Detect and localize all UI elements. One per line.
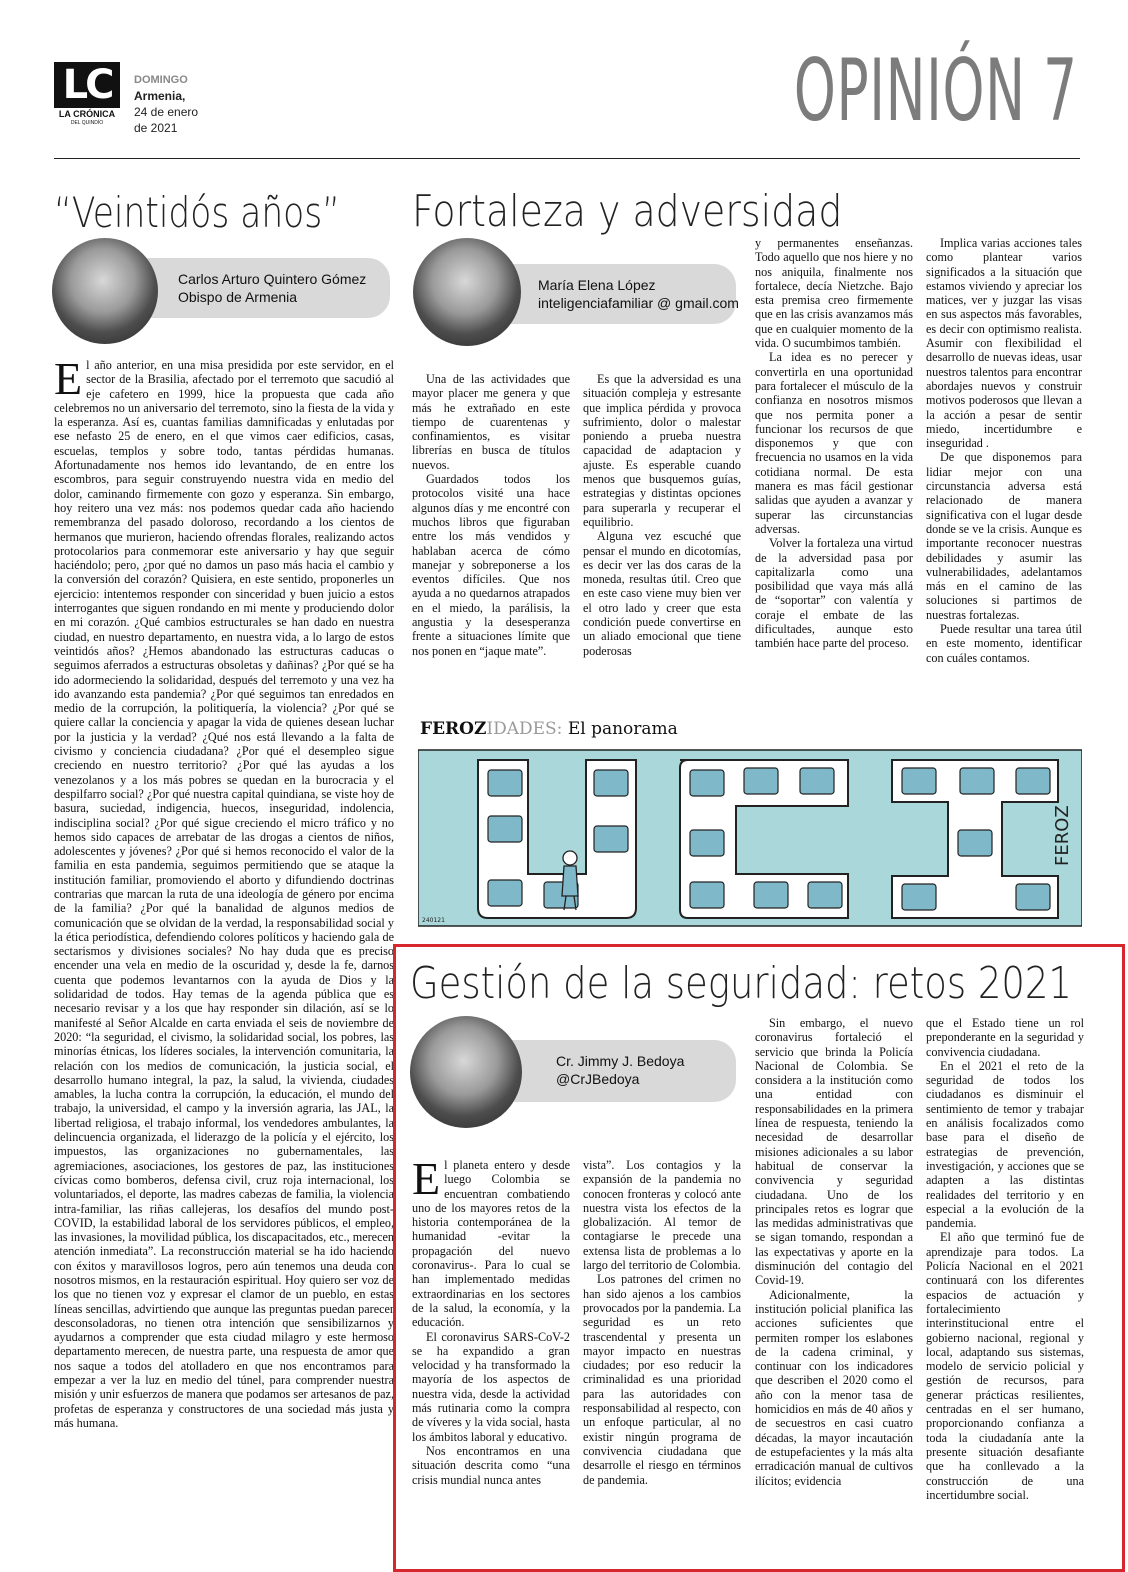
cartoon-signature: FEROZ xyxy=(1052,805,1073,866)
article2-col2-p1: Es que la adversidad es una situación compleja y estresante que implica pérdida y provoca sufrimiento, dolor o malestar poniendo a prueba nuestra capacidad de adaptacion y ajuste. Es esperable cuando menos que busquemos guías, estrategias y distintas opciones para superarla y recuperar el equilibrio. xyxy=(583,372,741,529)
article1-body-text: l año anterior, en una misa presidida por este servidor, en el sector de la Brasilia, afectado por el terremoto que sacudió al eje cafetero en 1999, hice la propuesta que cada año celebremos no un aniversario del terremoto, sino la fiesta de la vida y la esperanza. Así es, cuantas familias damnificadas y enlutadas por ese nefasto 25 de enero, en el que vimos caer edificios, casas, escuelas, templos y sobre todo, tantas pérdidas humanas. Afortunadamente nos hemos ido levantando, de en entre los escombros, para seguir construyendo nuestra vida en medio del dolor, caminando firmemente con gozo y esperanza. Sin embargo, hoy reitero una vez más: nos podemos quedar cada año haciendo remembranza del pasado doloroso, recordando a los cientos de hermanos que murieron, haciendo ofrendas florales, realizando actos protocolarios para conmemorar este aniversario y hay que seguir haciéndolo; pero, ¿por qué no damos un paso más hacia el cambio y la conversión del corazón? Quisiera, en este sentido, proponerles un ejercicio: intentemos responder con sinceridad y buen juicio a estos interrogantes que siguen rondando en mi mente y produciendo dolor en mi corazón. ¿Qué cambios estructurales se han dado en nuestra ciudad, en nuestro departamento, en nuestra vida, a lo largo de estos veintidós años? ¿Hemos abandonado las estructuras caducas o seguimos aferrados a estructuras obsoletas y dañinas? ¿Por qué se ha ido adormeciendo la solidaridad, después del terremoto y una vez ha ido avanzando esta pandemia? ¿Por qué seguimos tan enredados en medio de la corrupción, la politiquería, la violencia? ¿Por qué se quiere callar la conciencia y apagar la vida de quienes desean luchar por la justicia y la verdad? ¿Qué nos está llevando a la falta de civismo y conciencia ciudadana? ¿Por qué el desempleo sigue creciendo en nuestro territorio? ¿Por qué las ayudas a los venezolanos y a los más pobres se quedan en la burocracia y el despilfarro social? ¿Por qué nuestra capital quindiana, se viste hoy de basura, suciedad, indigencia, huecos, inseguridad, indolencia, indisciplina social? ¿Por qué sigue creciendo el micro tráfico y no hemos sido capaces de arrebatar de las drogas a cientos de niños, adolescentes y jóvenes? ¿Por qué si hemos reconocido el valor de la familia en esta pandemia, seguimos permitiendo que se ataque la institución familiar, promoviendo el aborto y difundiendo doctrinas contrarias que marcan la ruta de una ideología de género por encima de la familia? ¿Por qué la banalidad de algunos medios de comunicación que se olvidan de la verdad, la responsabilidad social y la ética periodística, defendiendo colores políticos y haciendo gala de sectarismos y divisiones sociales? No hay duda que es preciso encender una vela en medio de la oscuridad y, desde la fe, darnos cuenta que podemos levantarnos con la ayuda de Dios y la solidaridad de todos. Hay temas de la agenda pública que es necesario revisar y a los que hay responder sin dilación, así se lo manifesté al Señor Alcalde en carta enviada el seis de noviembre de 2020: “la seguridad, el civismo, la solidaridad social, los pobres, las minorías étnicas, los líderes sociales, la intervención comunitaria, la relación con los medios de comunicación, la justicia social, el desarrollo humano integral, la paz, la salud, la vivienda, ciudades amables, la lucha contra la corrupción, la educación, el mundo del trabajo, la universidad, el campo y la inversión agraria, las JAL, la libertad religiosa, el trabajo informal, los vendedores ambulantes, la delincuencia organizada, el liderazgo de la policía y el ejército, los impuestos, las organizaciones no gubernamentales, las agremiaciones, asociaciones, los gestores de paz, las instituciones cívicas como bomberos, defensa civil, cruz roja internacional, los voluntariados, el deporte, las madres cabezas de familia, la violencia intra-familiar, las riñas callejeras, los desafíos del mundo post-COVID, la estabilidad laboral de los servidores públicos, el empleo, las invasiones, la movilidad pública, los discapacitados, etc., merecen atención inmediata”. La reconstrucción material se ha ido haciendo con éxitos y maravillosos logros, pero aún tenemos una deuda con nosotros mismos, en la restauración espiritual. Hoy quiero ser voz de los que no tienen voz y expresar el clamor de un pueblo, en estas líneas sencillas, advirtiendo que aunque las preguntas puedan parecer desconsoladoras, no tienen otra intención que sensibilizarnos y ayudarnos a comprender que esta ciudad milagro y este hermoso departamento merecen, de nuestra parte, una respuesta de amor que nos saque a todos del atolladero en que nos encontramos para empezar a ver la luz en medio del túnel, para comprender nuestra misión y unir esfuerzos de manera que podamos ser artesanos de paz, profetas de esperanza y constructores de una sociedad más justa y más humana. xyxy=(54,358,394,1430)
article2-col2-p2: Alguna vez escuché que pensar el mundo en dicotomías, es decir ver las dos caras de la moneda, resultas útil. Creo que en este caso viene muy bien ver el otro lado y creer que esta condición puede convertirse en un aliado emocional que tiene poderosas xyxy=(583,529,741,658)
article3-column-4 xyxy=(926,1016,1084,1548)
article3-col3-p2: Adicionalmente, la institución policial planifica las acciones suficientes que permiten romper los eslabones de la cadena criminal, y continuar con los indicadores que describen el 2020 como el año con la menor tasa de homicidios en más de 40 años y de secuestros en casi cuatro décadas, la mayor incautación de estupefacientes y la más alta erradicación manual de cultivos ilícitos; evidencia xyxy=(755,1287,913,1488)
article2-column-1 xyxy=(412,372,570,698)
article3-headline: Gestión de la seguridad: retos 2021 xyxy=(410,958,1072,1009)
cartoon-drawing xyxy=(418,746,1082,932)
edition-date-line1: 24 de enero xyxy=(134,105,199,119)
article3-col1-p1: l planeta entero y desde luego Colombia se encuentran combatiendo uno de los mayores retos de la historia contemporánea de la humanidad -evitar la propagación del nuevo coronavirus-. Para lo cual se han implementado medidas extraordinarias en los sectores de la salud, la economía, y la educación. xyxy=(412,1158,570,1330)
article1-author-name: Carlos Arturo Quintero Gómez xyxy=(178,271,367,287)
edition-date xyxy=(134,72,198,136)
edition-day: DOMINGO xyxy=(134,74,188,86)
article1-dropcap: E xyxy=(54,358,83,404)
article3-col2-p2: Los patrones del crimen no han sido ajenos a los cambios provocados por la pandemia. La seguridad es un reto trascendental y presenta un mayor impacto en nuestras ciudades; por eso reducir la criminalidad es una prioridad para las autoridades con responsabilidad al respecto, con un enfoque particular, al no existir ningún programa de convivencia ciudadana que desarrolle el riesgo en términos de pandemia. xyxy=(583,1272,741,1487)
article2-col3-p2: La idea es no perecer y convertirla en una oportunidad para fortalecer el músculo de la confianza en nosotros mismos que nos permita poner a funcionar los recursos de que disponemos y que con frecuencia no usamos en la vida cotidiana normal. De esta manera es mas fácil gestionar salidas que ayuden a avanzar y superar las circunstancias adversas. xyxy=(755,350,913,536)
logo-name: LA CRÓNICA xyxy=(58,109,116,119)
article3-col1-p3: Nos encontramos en una situación descrita como “una crisis mundial nunca antes xyxy=(412,1443,570,1487)
article1-body xyxy=(54,358,394,1544)
article3-col3-p1: Sin embargo, el nuevo coronavirus fortaleció el servicio que brinda la Policía Nacional de Colombia. Se considera a la institución como una entidad con responsabilidades en la primera línea de respuesta, teniendo la necesidad de desarrollar misiones adicionales a su labor habitual de conservar la convivencia y seguridad ciudadana. Uno de los principales retos es lograr que las medidas administrativas que se sigan tomando, respondan a las expectativas y aporte en la disminución del contagio del Covid-19. xyxy=(755,1016,913,1288)
article1-headline: “Veintidós años” xyxy=(54,188,341,237)
article3-col4-p3: El año que terminó fue de aprendizaje para todos. La Policía Nacional en el 2021 continuará con los diferentes espacios de actuación y fortalecimiento interinstitucional entre el gobierno nacional, regional y local, adaptando sus sistemas, modelo de servicio policial y gestión de recursos, para generar prácticas resilientes, centradas en el ser humano, proporcionando confianza a toda la ciudadanía ante la presente situación desafiante que ha conllevado a la construcción de una incertidumbre social. xyxy=(926,1230,1084,1502)
cartoon-title-bold: FEROZ xyxy=(420,719,487,739)
logo-subtitle: DEL QUINDÍO xyxy=(70,120,104,126)
article3-col4-p1: que el Estado tiene un rol preponderante en la seguridad y convivencia ciudadana. xyxy=(926,1016,1084,1059)
article2-author-name: María Elena López xyxy=(538,277,656,293)
cartoon-date-code: 240121 xyxy=(422,917,445,924)
cartoon-title-rest: El panorama xyxy=(567,719,678,739)
section-title: OPINIÓN 7 xyxy=(794,41,1078,141)
article1-author-info xyxy=(178,270,366,306)
article3-author-handle: @CrJBedoya xyxy=(556,1071,640,1087)
logo-letters: LC xyxy=(54,62,120,108)
article3-col1-p2: El coronavirus SARS-CoV-2 se ha expandido a gran velocidad y ha transformado la mayoría de los aspectos de nuestra vida, desde la actividad más rutinaria como la compra de víveres y la vida social, hasta los ámbitos laboral y educativo. xyxy=(412,1329,570,1444)
edition-date-line2: de 2021 xyxy=(134,121,178,135)
cartoon-illustration xyxy=(418,746,1082,932)
article3-author-name: Cr. Jimmy J. Bedoya xyxy=(556,1053,685,1069)
article2-author-email: inteligenciafamiliar @ gmail.com xyxy=(538,295,739,311)
article2-col3-p1: y permanentes enseñanzas. Todo aquello que nos hiere y no nos aniquila, finalmente nos fortalece, decía Nietzche. Bajo esta premisa creo firmemente que en las crisis avanzamos más que en cualquier momento de la vida. O sucumbimos también. xyxy=(755,236,913,351)
article3-col4-p2: En el 2021 el reto de la seguridad de todos los ciudadanos es disminuir el sentimiento de temor y trabajar en análisis focalizados como base para el diseño de estrategias de prevención, investigación, y acciones que se adapten a las distintas realidades del territorio y en especial a la evolución de la pandemia. xyxy=(926,1058,1084,1231)
article2-column-2 xyxy=(583,372,741,698)
masthead-divider xyxy=(54,158,1080,159)
article2-headline: Fortaleza y adversidad xyxy=(412,186,843,237)
article3-dropcap: E xyxy=(412,1158,441,1204)
cartoon-title xyxy=(420,719,678,739)
newspaper-logo xyxy=(54,62,120,126)
article2-col4-p1: Implica varias acciones tales como plantear varios significados a la situación que estamos viviendo y apreciar los matices, ver y juzgar las visas en sus aspectos más favorables, es decir con optimismo realista. Asumir con flexibilidad el desarrollo de nuevas ideas, usar nuestros talentos para encontrar abordajes nuevos y construir motivos poderosos que llevan a la acción a pesar de sentir miedo, incertidumbre e inseguridad . xyxy=(926,236,1082,451)
article2-column-3 xyxy=(755,236,913,698)
article3-author-info xyxy=(556,1052,684,1088)
article3-col2-p1: vista”. Los contagios y la expansión de la pandemia no conocen fronteras y colocó ante nuestra vista los efectos de la globalización. Al temor de contagiarse le precede una extensa lista de problemas a lo largo del territorio de Colombia. xyxy=(583,1158,741,1273)
edition-city: Armenia, xyxy=(134,89,186,103)
cartoon-title-grey: IDADES: xyxy=(486,719,563,739)
article3-author-photo xyxy=(410,1016,522,1128)
article2-author-photo xyxy=(413,238,521,346)
article2-col3-p3: Volver la fortaleza una virtud de la adversidad pasa por capitalizarla como una posibilidad que vaya más allá de “soportar” con valentía y coraje el embate de las dificultades, aunque esto también hace parte del proceso. xyxy=(755,536,913,651)
article2-column-4 xyxy=(926,236,1082,698)
article1-author-role: Obispo de Armenia xyxy=(178,289,298,305)
article3-column-3 xyxy=(755,1016,913,1548)
article2-author-info xyxy=(538,276,739,312)
article3-column-1 xyxy=(412,1158,570,1548)
article3-column-2 xyxy=(583,1158,741,1548)
article2-col1-p1: Una de las actividades que mayor placer me genera y que más he extrañado en este tiempo de cuarentenas y confinamientos, es visitar librerías en busca de títulos nuevos. xyxy=(412,372,570,472)
article2-col1-p2: Guardados todos los protocolos visité una hace algunos días y me encontré con muchos libros que figuraban entre los más vendidos y hablaban acerca de cómo manejar y sobreponerse a los eventos difíciles. Que nos ayuda a no quedarnos atrapados en el miedo, la parálisis, la angustia y la desesperanza frente a situaciones límite que nos ponen en “jaque mate”. xyxy=(412,472,570,658)
article2-col4-p3: Puede resultar una tarea útil en este momento, identificar con cuáles contamos. xyxy=(926,622,1082,665)
article1-author-photo xyxy=(52,238,158,344)
article2-col4-p2: De que disponemos para lidiar mejor con una circunstancia adversa está relacionado de manera significativa con el lugar desde donde se ve la crisis. Aunque es importante reconocer nuestras debilidades y asumir las vulnerabilidades, adelantamos más en el camino de las soluciones si partimos de nuestras fortalezas. xyxy=(926,450,1082,622)
